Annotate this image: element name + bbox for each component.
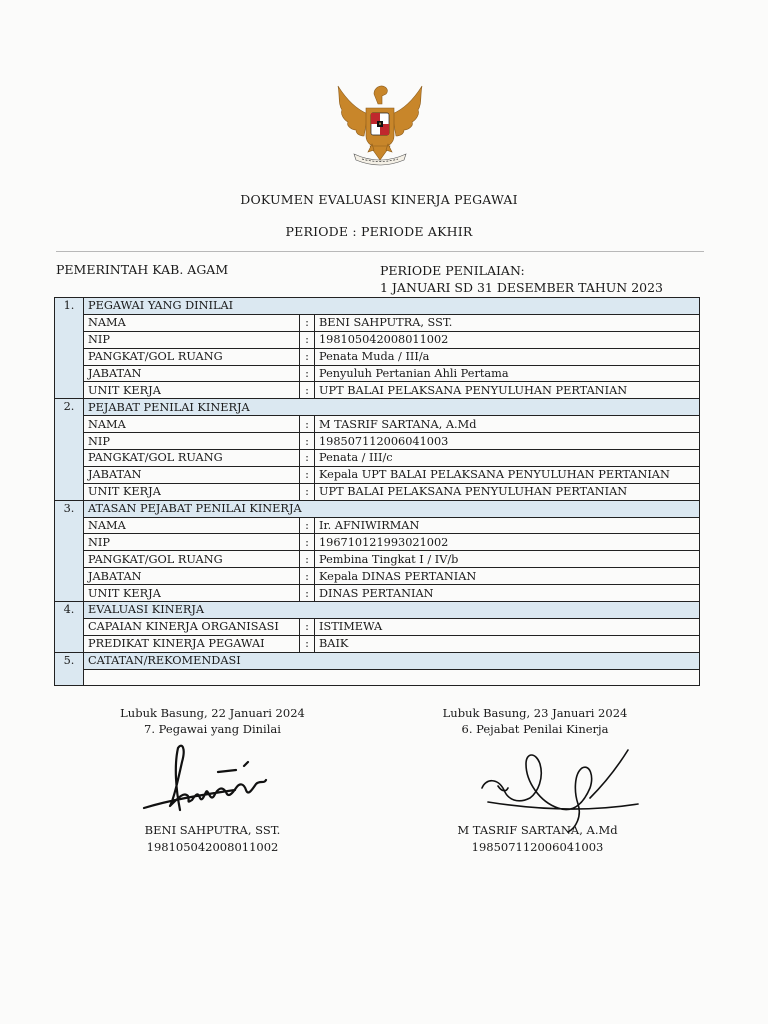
field-label: JABATAN xyxy=(84,568,300,585)
table-row xyxy=(55,585,700,602)
table-row xyxy=(55,382,700,399)
field-label: NAMA xyxy=(84,416,300,433)
recommendation-note xyxy=(84,669,700,686)
section-header xyxy=(55,298,700,315)
assessment-period-label: PERIODE PENILAIAN: xyxy=(380,263,525,278)
section-number: 3. xyxy=(55,500,84,601)
field-value: 196710121993021002 xyxy=(315,534,700,551)
field-label: UNIT KERJA xyxy=(84,585,300,602)
field-value: Penata / III/c xyxy=(315,450,700,467)
signer-name-right xyxy=(420,822,655,856)
table-row xyxy=(55,551,700,568)
colon: : xyxy=(300,534,315,551)
field-label: NAMA xyxy=(84,517,300,534)
table-row xyxy=(55,669,700,686)
colon: : xyxy=(300,314,315,331)
table-row xyxy=(55,450,700,467)
section-header xyxy=(55,500,700,517)
colon: : xyxy=(300,618,315,635)
assessment-period-value: 1 JANUARI SD 31 DESEMBER TAHUN 2023 xyxy=(380,280,664,295)
section-title: PEGAWAI YANG DINILAI xyxy=(84,298,700,315)
field-label: NIP xyxy=(84,433,300,450)
field-value: BAIK xyxy=(315,635,700,652)
place-date: Lubuk Basung, 22 Januari 2024 xyxy=(120,706,305,720)
table-row xyxy=(55,433,700,450)
field-value: Penyuluh Pertanian Ahli Pertama xyxy=(315,365,700,382)
field-label: JABATAN xyxy=(84,365,300,382)
field-label: NIP xyxy=(84,331,300,348)
field-label: NAMA xyxy=(84,314,300,331)
period-title: PERIODE : PERIODE AKHIR xyxy=(285,224,473,239)
colon: : xyxy=(300,635,315,652)
signature-left-icon xyxy=(140,740,275,820)
field-value: DINAS PERTANIAN xyxy=(315,585,700,602)
signer-nip: 198105042008011002 xyxy=(146,840,279,854)
section-title: ATASAN PEJABAT PENILAI KINERJA xyxy=(84,500,700,517)
field-value: Kepala DINAS PERTANIAN xyxy=(315,568,700,585)
colon: : xyxy=(300,348,315,365)
section-header xyxy=(55,652,700,669)
field-value: M TASRIF SARTANA, A.Md xyxy=(315,416,700,433)
colon: : xyxy=(300,331,315,348)
table-row xyxy=(55,568,700,585)
section-title: EVALUASI KINERJA xyxy=(84,602,700,619)
colon: : xyxy=(300,382,315,399)
field-label: NIP xyxy=(84,534,300,551)
section-number: 2. xyxy=(55,399,84,500)
signer-nip: 198507112006041003 xyxy=(471,840,604,854)
field-value: UPT BALAI PELAKSANA PENYULUHAN PERTANIAN xyxy=(315,382,700,399)
colon: : xyxy=(300,568,315,585)
document-title: DOKUMEN EVALUASI KINERJA PEGAWAI xyxy=(240,192,518,207)
field-value: Kepala UPT BALAI PELAKSANA PENYULUHAN PERTANIAN xyxy=(315,466,700,483)
colon: : xyxy=(300,365,315,382)
colon: : xyxy=(300,466,315,483)
field-value: 198507112006041003 xyxy=(315,433,700,450)
colon: : xyxy=(300,585,315,602)
field-label: JABATAN xyxy=(84,466,300,483)
colon: : xyxy=(300,551,315,568)
table-row xyxy=(55,466,700,483)
signer-role: 6. Pejabat Penilai Kinerja xyxy=(461,722,609,736)
field-label: PREDIKAT KINERJA PEGAWAI xyxy=(84,635,300,652)
field-value: UPT BALAI PELAKSANA PENYULUHAN PERTANIAN xyxy=(315,483,700,500)
signer-name-left xyxy=(100,822,325,856)
field-value: 198105042008011002 xyxy=(315,331,700,348)
field-value: ISTIMEWA xyxy=(315,618,700,635)
evaluation-table xyxy=(54,297,700,686)
signer-role: 7. Pegawai yang Dinilai xyxy=(144,722,281,736)
place-date: Lubuk Basung, 23 Januari 2024 xyxy=(442,706,628,720)
table-row xyxy=(55,314,700,331)
field-label: CAPAIAN KINERJA ORGANISASI xyxy=(84,618,300,635)
signature-block-left xyxy=(100,705,325,737)
table-row xyxy=(55,365,700,382)
colon: : xyxy=(300,450,315,467)
colon: : xyxy=(300,416,315,433)
field-label: PANGKAT/GOL RUANG xyxy=(84,551,300,568)
table-row xyxy=(55,635,700,652)
assessment-period xyxy=(380,262,663,296)
section-number: 4. xyxy=(55,602,84,653)
government-label: PEMERINTAH KAB. AGAM xyxy=(56,262,229,277)
field-value: Penata Muda / III/a xyxy=(315,348,700,365)
field-value: BENI SAHPUTRA, SST. xyxy=(315,314,700,331)
colon: : xyxy=(300,517,315,534)
section-title: PEJABAT PENILAI KINERJA xyxy=(84,399,700,416)
signature-block-right xyxy=(420,705,650,737)
signer-name: BENI SAHPUTRA, SST. xyxy=(144,823,281,837)
field-value: Pembina Tingkat I / IV/b xyxy=(315,551,700,568)
table-row xyxy=(55,483,700,500)
table-row xyxy=(55,331,700,348)
field-label: UNIT KERJA xyxy=(84,382,300,399)
header-divider xyxy=(56,251,704,252)
field-label: PANGKAT/GOL RUANG xyxy=(84,450,300,467)
section-number: 1. xyxy=(55,298,84,399)
section-title: CATATAN/REKOMENDASI xyxy=(84,652,700,669)
section-number: 5. xyxy=(55,652,84,686)
field-label: UNIT KERJA xyxy=(84,483,300,500)
colon: : xyxy=(300,433,315,450)
garuda-emblem-icon xyxy=(330,80,430,166)
section-header xyxy=(55,602,700,619)
table-row xyxy=(55,618,700,635)
table-row xyxy=(55,416,700,433)
table-row xyxy=(55,348,700,365)
section-header xyxy=(55,399,700,416)
signer-name: M TASRIF SARTANA, A.Md xyxy=(457,823,618,837)
field-value: Ir. AFNIWIRMAN xyxy=(315,517,700,534)
table-row xyxy=(55,534,700,551)
colon: : xyxy=(300,483,315,500)
field-label: PANGKAT/GOL RUANG xyxy=(84,348,300,365)
table-row xyxy=(55,517,700,534)
